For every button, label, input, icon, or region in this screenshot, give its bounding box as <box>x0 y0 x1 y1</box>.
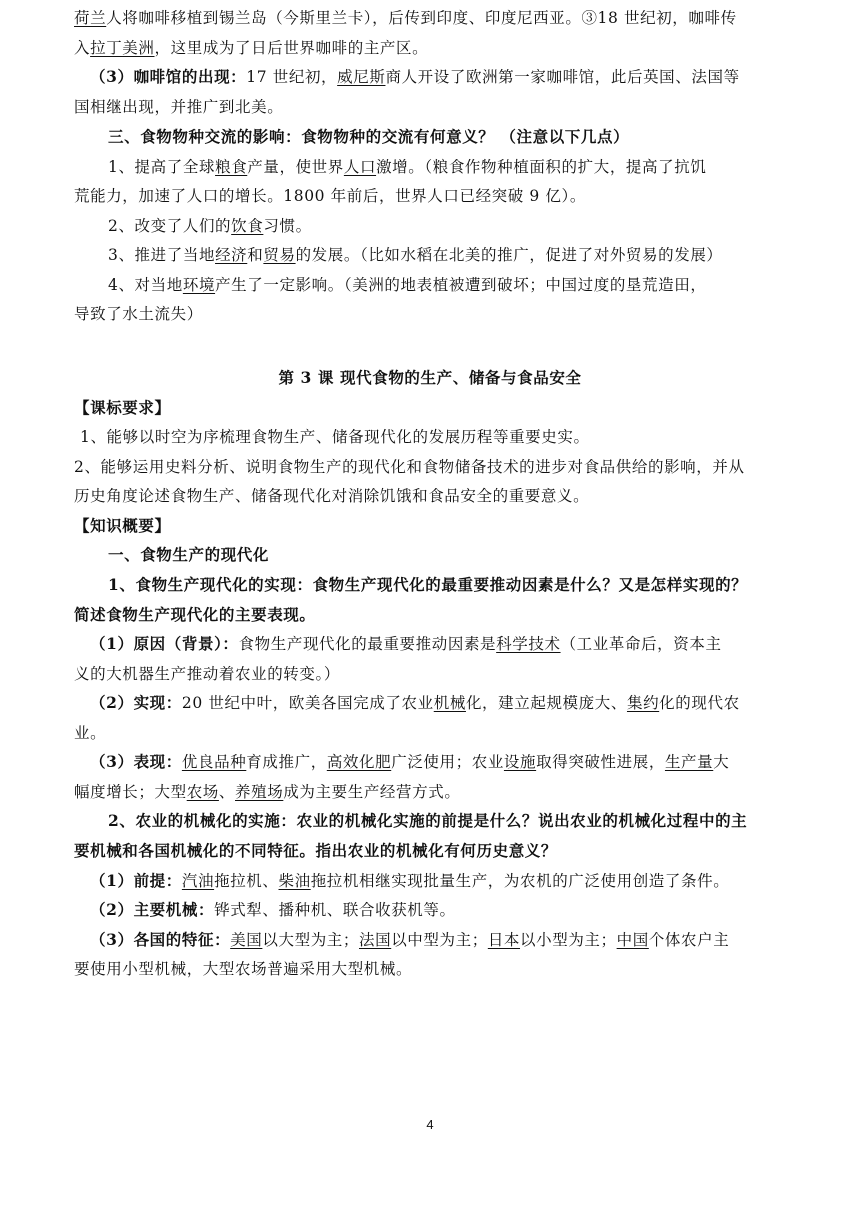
text-segment: （2）实现： <box>90 693 182 712</box>
underlined-term: 集约 <box>626 694 660 712</box>
text-line <box>108 275 706 295</box>
underlined-term: 科学技术 <box>496 635 561 653</box>
underlined-term: 荷兰 <box>74 9 107 27</box>
text-line <box>74 38 428 58</box>
text-line <box>74 664 340 684</box>
text-line <box>74 723 106 743</box>
text-segment: 1、能够以时空为序梳理食物生产、储备现代化的发展历程等重要史实。 <box>80 428 590 446</box>
text-segment: 【知识概要】 <box>74 516 171 535</box>
text-line <box>90 900 456 920</box>
underlined-term: 美国 <box>230 931 263 949</box>
text-segment: 历史角度论述食物生产、储备现代化对消除饥饿和食品安全的重要意义。 <box>74 487 590 505</box>
text-segment: 要机械和各国机械化的不同特征。指出农业的机械化有何历史意义？ <box>74 841 558 860</box>
text-line <box>80 427 590 447</box>
text-segment: 一、食物生产的现代化 <box>108 545 270 564</box>
underlined-term: 生产量 <box>664 753 714 771</box>
text-segment: 以中型为主； <box>391 931 488 949</box>
text-segment: 拖拉机相继实现批量生产，为农机的广泛使用创造了条件。 <box>310 872 730 890</box>
text-line <box>108 157 706 177</box>
underlined-term: 高效化肥 <box>326 753 392 771</box>
text-segment: 个体农户主 <box>648 931 730 949</box>
text-segment: 1、食物生产现代化的实现：食物生产现代化的最重要推动因素是什么？又是怎样实现的？ <box>108 575 748 594</box>
text-segment: 第 3 课 现代食物的生产、储备与食品安全 <box>278 368 582 387</box>
text-segment: 1、提高了全球 <box>108 158 216 176</box>
text-segment: （1）原因（背景）： <box>90 634 239 653</box>
text-segment: 2、农业的机械化的实施：农业的机械化实施的前提是什么？说出农业的机械化过程中的主 <box>108 811 748 830</box>
underlined-term: 农场 <box>186 783 219 801</box>
text-segment: （2）主要机械： <box>90 900 215 919</box>
text-segment: 3、推进了当地 <box>108 246 216 264</box>
text-line <box>108 545 269 565</box>
text-line <box>74 605 316 625</box>
text-segment: 产生了一定影响。（美洲的地表植被遭到破坏；中国过度的垦荒造田， <box>215 276 707 294</box>
text-segment: 以大型为主； <box>262 931 359 949</box>
text-line <box>74 516 171 536</box>
text-segment: 化的现代农 <box>659 694 740 712</box>
text-line <box>108 245 723 265</box>
text-line <box>90 752 729 772</box>
underlined-term: 法国 <box>359 931 392 949</box>
text-segment: 成为主要生产经营方式。 <box>283 783 461 801</box>
text-segment: 食物生产现代化的最重要推动因素是 <box>238 635 497 653</box>
text-segment: 激增。（粮食作物种植面积的扩大，提高了抗饥 <box>376 158 707 176</box>
text-line <box>90 930 729 950</box>
text-line <box>90 871 729 891</box>
text-line <box>74 398 171 418</box>
text-line <box>108 216 312 236</box>
text-segment: （3）表现： <box>90 752 182 771</box>
text-segment: 国相继出现，并推广到北美。 <box>74 98 284 116</box>
underlined-term: 环境 <box>182 276 216 294</box>
text-segment: 大 <box>713 753 730 771</box>
text-segment: 导致了水土流失） <box>74 305 203 323</box>
underlined-term: 汽油 <box>181 872 215 890</box>
text-segment: （1）前提： <box>90 871 182 890</box>
text-segment: 义的大机器生产推动着农业的转变。） <box>74 665 340 683</box>
text-line <box>74 186 586 206</box>
underlined-term: 优良品种 <box>181 753 247 771</box>
text-segment: 商人开设了欧洲第一家咖啡馆，此后英国、法国等 <box>385 68 740 86</box>
underlined-term: 设施 <box>503 753 537 771</box>
text-segment: 2、改变了人们的 <box>108 217 232 235</box>
text-segment: 产量，使世界 <box>247 158 344 176</box>
text-segment: 以小型为主； <box>520 931 617 949</box>
text-segment: （3）各国的特征： <box>90 930 231 949</box>
underlined-term: 拉丁美洲 <box>90 39 155 57</box>
text-segment: 育成推广， <box>246 753 327 771</box>
text-line <box>90 634 722 654</box>
text-segment: 取得突破性进展， <box>536 753 665 771</box>
text-line <box>108 127 629 147</box>
text-segment: 、 <box>218 783 236 801</box>
text-line <box>74 304 203 324</box>
underlined-term: 中国 <box>616 931 649 949</box>
text-segment: 4、对当地 <box>108 276 183 294</box>
underlined-term: 日本 <box>487 931 521 949</box>
text-segment: 【课标要求】 <box>74 398 171 417</box>
underlined-term: 柴油 <box>278 872 311 890</box>
text-segment: ，这里成为了日后世界咖啡的主产区。 <box>154 39 429 57</box>
text-segment: 化，建立起规模庞大、 <box>465 694 627 712</box>
text-line <box>108 575 747 595</box>
text-line <box>74 486 589 506</box>
text-segment: 要使用小型机械，大型农场普遍采用大型机械。 <box>74 960 413 978</box>
text-line <box>90 67 740 87</box>
text-segment: 幅度增长；大型 <box>74 783 187 801</box>
text-line <box>74 97 283 117</box>
text-segment: 广泛使用；农业 <box>391 753 504 771</box>
underlined-term: 饮食 <box>231 217 264 235</box>
underlined-term: 养殖场 <box>235 783 284 801</box>
text-segment: 荒能力，加速了人口的增长。1800 年前后，世界人口已经突破 9 亿）。 <box>74 187 586 205</box>
text-segment: 习惯。 <box>263 217 312 235</box>
text-segment: 铧式犁、播种机、联合收获机等。 <box>214 901 456 919</box>
text-segment: 业。 <box>74 724 107 742</box>
text-segment: （3）咖啡馆的出现： <box>90 67 247 86</box>
lesson-title <box>0 368 860 388</box>
page-number: 4 <box>426 1117 434 1132</box>
text-line <box>74 782 460 802</box>
underlined-term: 威尼斯 <box>337 68 386 86</box>
text-line <box>74 8 737 28</box>
text-segment: 三、食物物种交流的影响：食物物种的交流有何意义？ （注意以下几点） <box>108 127 630 146</box>
text-segment: 入 <box>74 39 91 57</box>
text-line <box>74 959 412 979</box>
text-segment: （工业革命后，资本主 <box>560 635 722 653</box>
underlined-term: 贸易 <box>263 246 296 264</box>
text-segment: 人将咖啡移植到锡兰岛（今斯里兰卡），后传到印度、印度尼西亚。③18 世纪初，咖啡传 <box>106 9 737 27</box>
text-line <box>108 811 747 831</box>
text-segment: 2、能够运用史料分析、说明食物生产的现代化和食物储备技术的进步对食品供给的影响，并从 <box>74 458 745 476</box>
underlined-term: 经济 <box>215 246 248 264</box>
text-segment: 的发展。（比如水稻在北美的推广，促进了对外贸易的发展） <box>295 246 723 264</box>
text-line <box>90 693 740 713</box>
text-line <box>74 457 745 477</box>
underlined-term: 粮食 <box>215 158 248 176</box>
underlined-term: 人口 <box>343 158 377 176</box>
text-segment: 和 <box>247 246 264 264</box>
text-segment: 20 世纪中叶，欧美各国完成了农业 <box>181 694 434 712</box>
underlined-term: 机械 <box>433 694 466 712</box>
text-line <box>74 841 557 861</box>
text-segment: 简述食物生产现代化的主要表现。 <box>74 605 316 624</box>
text-segment: 17 世纪初， <box>246 68 338 86</box>
text-segment: 拖拉机、 <box>214 872 279 890</box>
